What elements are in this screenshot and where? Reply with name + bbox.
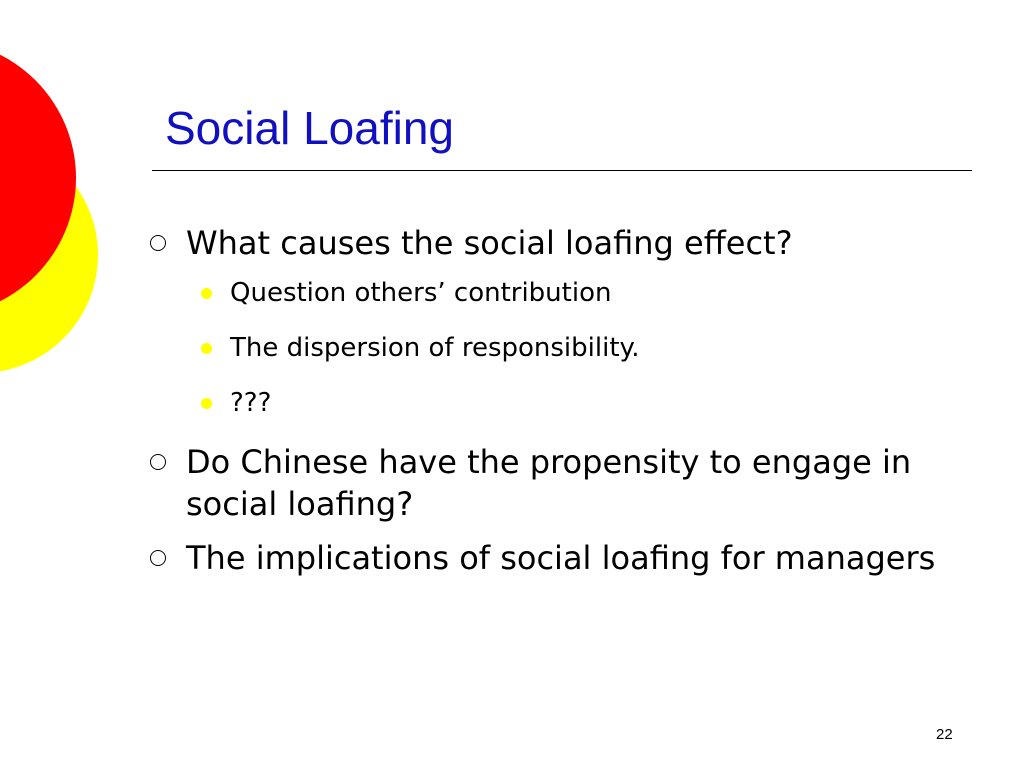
page-number: 22 <box>936 726 953 743</box>
title-divider <box>152 170 972 171</box>
sub-bullet-text: Question others’ contribution <box>230 278 612 308</box>
sub-bullet-list <box>140 276 970 420</box>
sub-bullet-item <box>140 331 970 365</box>
hollow-circle-bullet-icon <box>150 454 166 470</box>
dot-bullet-icon <box>201 343 212 354</box>
dot-bullet-icon <box>201 398 212 409</box>
bullet-item <box>140 222 970 264</box>
slide-title: Social Loafing <box>165 102 454 154</box>
bullet-item <box>140 537 970 579</box>
sub-bullet-text: ??? <box>230 388 272 418</box>
bullet-item <box>140 441 970 525</box>
sub-bullet-item <box>140 276 970 310</box>
dot-bullet-icon <box>201 288 212 299</box>
bullet-text: Do Chinese have the propensity to engage in social loafing? <box>186 443 912 523</box>
sub-bullet-item <box>140 386 970 420</box>
slide-body <box>140 222 970 591</box>
bullet-text: The implications of social loafing for managers <box>186 539 936 577</box>
hollow-circle-bullet-icon <box>150 235 166 251</box>
sub-bullet-text: The dispersion of responsibility. <box>230 333 640 363</box>
hollow-circle-bullet-icon <box>150 550 166 566</box>
decorative-circles <box>0 0 110 420</box>
bullet-text: What causes the social loafing effect? <box>186 224 793 262</box>
